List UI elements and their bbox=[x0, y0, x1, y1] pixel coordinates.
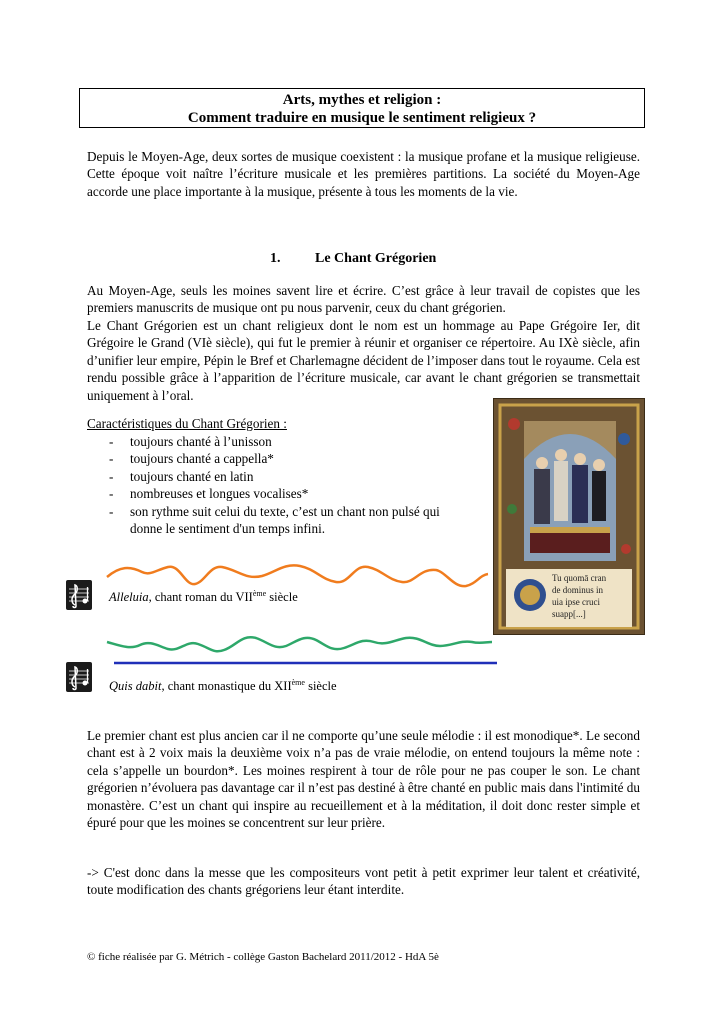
footer-text: © fiche réalisée par G. Métrich - collège Gaston Bachelard 2011/2012 - HdA 5è bbox=[87, 951, 439, 963]
manuscript-text-line: Tu quomā cran bbox=[552, 573, 607, 583]
quis-dabit-waveform bbox=[107, 637, 492, 651]
list-item: - toujours chanté a cappella* bbox=[109, 451, 274, 467]
page-title: Arts, mythes et religion : bbox=[282, 92, 442, 108]
audio-title: Alleluia bbox=[109, 590, 149, 605]
dash-bullet: - bbox=[109, 434, 114, 449]
section-paragraph-2: Le Chant Grégorien est un chant religieux dont le nom est un hommage au Pape Grégoire Ier, dit Grégoire le Grand (VIè siècle), qui fut le premier à réunir et organiser ce répertoire. Au IXè siècle, afin d’unifier leur empire, Pépin le Bref et Charlemagne décident de l’imposer dans tout le royaume. Cela est rendu possible grâce à l’apparition de l’écriture musicale, car avant le chant grégorien se transmettait uniquement à l’oral. bbox=[87, 318, 640, 403]
list-item: - nombreuses et longues vocalises* bbox=[109, 486, 309, 502]
list-item: - toujours chanté à l’unisson bbox=[109, 434, 272, 449]
page-subtitle: Comment traduire en musique le sentiment religieux ? bbox=[187, 110, 537, 126]
music-note-icon[interactable] bbox=[66, 662, 92, 692]
manuscript-text-line: uia ipse cruci bbox=[552, 597, 600, 607]
dash-bullet: - bbox=[109, 503, 114, 519]
conclusion-arrow-paragraph: -> C'est donc dans la messe que les compositeurs vont petit à petit exprimer leur talent et créativité, toute modification des chants grégoriens leur étant interdite. bbox=[87, 865, 640, 898]
dash-bullet: - bbox=[109, 468, 114, 484]
section-number: 1. bbox=[270, 251, 281, 266]
manuscript-text-line: suapp[...] bbox=[552, 609, 586, 619]
section-title: Le Chant Grégorien bbox=[315, 251, 437, 266]
dash-bullet: - bbox=[109, 486, 114, 502]
audio-caption-quis-dabit[interactable]: Quis dabit, chant monastique du XIIème siècle bbox=[109, 678, 337, 694]
list-item: - toujours chanté en latin bbox=[109, 468, 254, 484]
audio-caption-alleluia[interactable]: Alleluia, chant roman du VIIème siècle bbox=[109, 589, 298, 605]
conclusion-paragraph: Le premier chant est plus ancien car il ne comporte qu’une seule mélodie : il est monodique*. Le second chant est à 2 voix mais la deuxième voix n’a pas de vraie mélodie, on entend toujours la même note : cela s’appelle un bourdon*. Les moines respirent à tour de rôle pour ne pas couper le son. Le chant grégorien n’évoluera pas davantage car il n’est pas destiné à être chanté en public mais dans l'intimité du monastère. C’est un chant qui inspire au recueillement et à la méditation, il doit donc rester simple et épuré pour que les moines se concentrent sur leur prière. bbox=[87, 728, 640, 831]
intro-paragraph: Depuis le Moyen-Age, deux sortes de musique coexistent : la musique profane et la musique religieuse. Cette époque voit naître l’écriture musicale et les premières partitions. La société du Moyen-Age accorde une place importante à la musique, présente à tous les moments de la vie. bbox=[87, 149, 640, 199]
manuscript-text-line: de dominus in bbox=[552, 585, 603, 595]
section-paragraph: Au Moyen-Age, seuls les moines savent lire et écrire. C’est grâce à leur travail de copistes que les premiers manuscrits de musique ont pu nous parvenir, ceux du chant grégorien. bbox=[87, 283, 640, 316]
list-item: - son rythme suit celui du texte, c’est un chant non pulsé qui donne le sentiment d'un temps infini. bbox=[109, 503, 440, 537]
characteristics-title: Caractéristiques du Chant Grégorien : bbox=[87, 416, 287, 431]
alleluia-waveform bbox=[107, 565, 488, 586]
dash-bullet: - bbox=[109, 451, 114, 467]
audio-title: Quis dabit bbox=[109, 679, 162, 694]
music-note-icon[interactable] bbox=[66, 580, 92, 610]
